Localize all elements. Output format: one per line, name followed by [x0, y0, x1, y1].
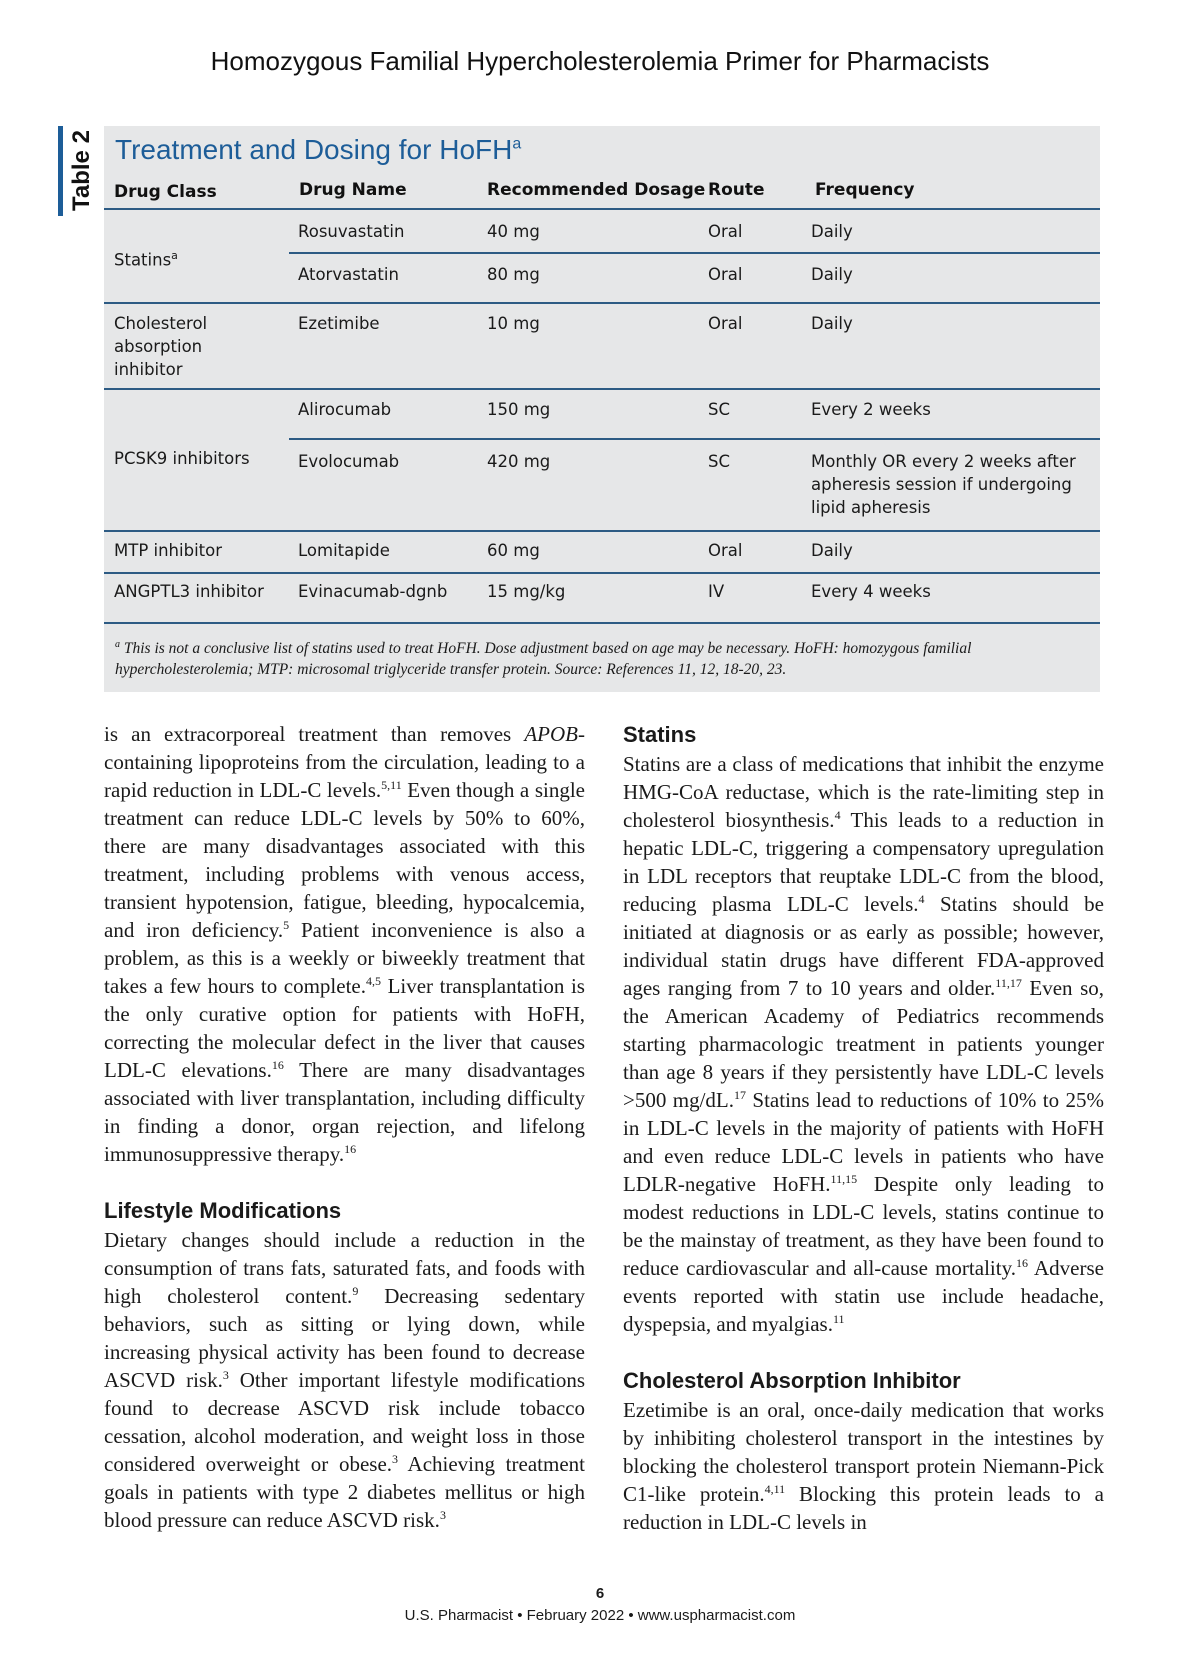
col-header-route: Route — [708, 180, 765, 200]
table-cell: 420 mg — [487, 452, 551, 471]
body-paragraph: is an extracorporeal treatment than removes APOB-containing lipoproteins from the circulation, leading to a rapid reduction in LDL-C levels.$^{5,11}$ Even though a single treatment can reduce LDL-C levels by 50% to 60%, there are many disadvantages associated with this treatment, including problems with venous access, transient hypotension, fatigue, bleeding, hypocalcemia, and iron deficiency.$^5$ Patient inconvenience is also a problem, as this is a weekly or biweekly treatment that takes a few hours to complete.$^{4,5}$ Liver transplantation is the only curative option for patients with HoFH, correcting the molecular defect in the liver that causes LDL-C elevations.$^{16}$ There are many disadvantages associated with liver transplantation, including difficulty in finding a donor, organ rejection, and lifelong immunosuppressive therapy.$^{16}$ — [104, 722, 586, 1166]
table-cell: Every 2 weeks — [811, 400, 931, 419]
table-cell: Oral — [708, 222, 743, 241]
table-cell: Every 4 weeks — [811, 582, 931, 601]
table-cell: Oral — [708, 265, 743, 284]
table-cell: 40 mg — [487, 222, 540, 241]
table-cell: Oral — [708, 314, 743, 333]
table-cell: Evolocumab — [298, 452, 400, 471]
table-cell: Daily — [811, 265, 853, 284]
table-label: Table 2 — [68, 130, 95, 212]
row-rule — [104, 302, 1100, 304]
table-cell: 60 mg — [487, 541, 540, 560]
col-header-dosage: Recommended Dosage — [487, 180, 706, 200]
row-rule — [104, 388, 1100, 390]
left-column — [104, 720, 585, 1534]
row-rule — [289, 438, 1100, 440]
table-row: Cholesterol absorption inhibitor — [114, 314, 208, 379]
table-cell: 150 mg — [487, 400, 551, 419]
table-cell: Daily — [811, 222, 853, 241]
body-paragraph: Dietary changes should include a reduction in the consumption of trans fats, saturated fats, and foods with high cholesterol content.$^9$ Decreasing sedentary behaviors, such as sitting or lying down, while increasing physical activity has been found to decrease ASCVD risk.$^3$ Other important lifestyle modifications found to decrease ASCVD risk include tobacco cessation, alcohol moderation, and weight loss in those considered overweight or obese.$^3$ Achieving treatment goals in patients with type 2 diabetes mellitus or high blood pressure can reduce ASCVD risk.$^3$ — [104, 1228, 585, 1532]
dosing-table — [104, 126, 1100, 692]
table-cell: Oral — [708, 541, 743, 560]
table-cell: Evinacumab-dgnb — [298, 582, 448, 601]
table-cell: SC — [708, 400, 730, 419]
page-number: 6 — [595, 1585, 605, 1602]
row-rule — [289, 252, 1100, 254]
table-cell: Daily — [811, 314, 853, 333]
table-title: Treatment and Dosing for HoFH$^a$ — [115, 134, 522, 165]
section-heading: Cholesterol Absorption Inhibitor — [623, 1368, 961, 1393]
table-cell: Rosuvastatin — [298, 222, 405, 241]
page-footer: U.S. Pharmacist • February 2022 • www.uspharmacist.com — [404, 1607, 796, 1624]
row-rule — [104, 572, 1100, 574]
row-rule — [104, 530, 1100, 532]
body-paragraph: Ezetimibe is an oral, once-daily medication that works by inhibiting cholesterol transport in the intestines by blocking the cholesterol transport protein Niemann-Pick C1-like protein.$^{4,11}$ Blocking this protein leads to a reduction in LDL-C levels in — [623, 1398, 1104, 1534]
table-cell: IV — [708, 582, 725, 601]
table-footnote: $^a$ This is not a conclusive list of statins used to treat HoFH. Dose adjustment based on age may be necessary. HoFH: homozygous familial hypercholesterolemia; MTP: microsomal triglyceride transfer protein. Source: References 11, 12, 18-20, 23. — [115, 639, 972, 679]
section-heading: Lifestyle Modifications — [104, 1198, 342, 1223]
table-cell: 15 mg/kg — [487, 582, 566, 601]
header-rule — [104, 208, 1100, 210]
table-row: Statins$^a$ — [114, 249, 178, 270]
table-cell: SC — [708, 452, 730, 471]
running-title: Homozygous Familial Hypercholesterolemia Primer for Pharmacists — [210, 46, 990, 76]
col-header-frequency: Frequency — [815, 180, 915, 200]
table-cell: Ezetimibe — [298, 314, 380, 333]
section-heading: Statins — [623, 722, 697, 747]
table-bottom-rule — [104, 622, 1100, 624]
table-cell: Atorvastatin — [298, 265, 399, 284]
table-cell: Daily — [811, 541, 853, 560]
table-cell: 10 mg — [487, 314, 540, 333]
table-cell: 80 mg — [487, 265, 540, 284]
right-column — [623, 720, 1104, 1536]
table-row: PCSK9 inhibitors — [114, 449, 250, 468]
table-tab-bar — [58, 126, 63, 216]
table-row: ANGPTL3 inhibitor — [114, 582, 264, 601]
table-cell: Lomitapide — [298, 541, 390, 560]
table-cell: Alirocumab — [298, 400, 392, 419]
col-header-drug-name: Drug Name — [299, 180, 407, 200]
table-cell: Monthly OR every 2 weeks after apheresis session if undergoing lipid apheresis — [811, 452, 1076, 517]
col-header-drug-class: Drug Class — [114, 182, 217, 202]
body-paragraph: Statins are a class of medications that inhibit the enzyme HMG-CoA reductase, which is the rate-limiting step in cholesterol biosynthesis.$^4$ This leads to a reduction in hepatic LDL-C, triggering a compensatory upregulation in LDL receptors that reuptake LDL-C from the blood, reducing plasma LDL-C levels.$^4$ Statins should be initiated at diagnosis or as early as possible; however, individual statin drugs have different FDA-approved ages ranging from 7 to 10 years and older.$^{11,17}$ Even so, the American Academy of Pediatrics recommends starting pharmacologic treatment in patients younger than age 8 years if they persistently have LDL-C levels >500 mg/dL.$^{17}$ Statins lead to reductions of 10% to 25% in LDL-C levels in the majority of patients with HoFH and even reduce LDL-C levels in patients who have LDLR-negative HoFH.$^{11,15}$ Despite only leading to modest reductions in LDL-C levels, statins continue to be the mainstay of treatment, as they have been found to reduce cardiovascular and all-cause mortality.$^{16}$ Adverse events reported with statin use include headache, dyspepsia, and myalgias.$^{11}$ — [623, 752, 1104, 1336]
table-row: MTP inhibitor — [114, 541, 222, 560]
